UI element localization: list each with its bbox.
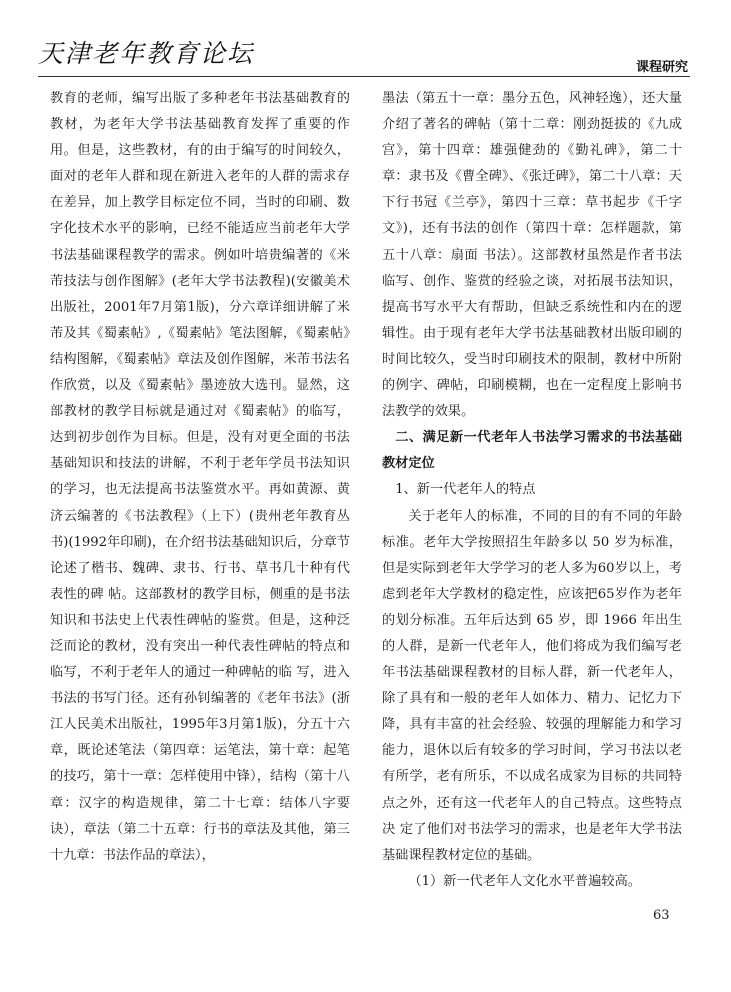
header-rule <box>38 76 690 77</box>
right-column <box>382 86 682 895</box>
section-heading: 二、满足新一代老年人书法学习需求的书法基础教材定位 <box>382 430 682 472</box>
right-paragraph-continued: 墨法（第五十一章：墨分五色，风神轻逸），还大量介绍了著名的碑帖（第十二章：刚劲挺拔的《九成宫》，第十四章：雄强健劲的《勤礼碑》，第二十章：隶书及《曹全碑》、《张迁碑》，第二十八章：天下行书冠《兰亭》，第四十三章：草书起步《千字文》)，还有书法的创作（第四十章：怎样题款，第五十八章：扇面 书法）。这部教材虽然是作者书法临写、创作、鉴赏的经验之谈，对拓展书法知识，提高书写水平大有帮助，但缺乏系统性和内在的逻辑性。由于现有老年大学书法基础教材出版印刷的时间比较久，受当时印刷技术的限制，教材中所附的例字、碑帖，印刷模糊，也在一定程度上影响书法教学的效果。 <box>382 91 682 420</box>
subsection-heading: 1、新一代老年人的特点 <box>395 482 536 498</box>
body-paragraph: 关于老年人的标准，不同的目的有不同的年龄标准。老年大学按照招生年龄多以 50 岁为标准，但是实际到老年大学学习的老人多为60岁以上，考虑到老年大学教材的稳定性，应该把65岁作为老年的划分标准。五年后达到 65 岁，即 1966 年出生的人群，是新一代老年人，他们将成为我们编写老年书法基础课程教材的目标人群，新一代老年人，除了具有和一般的老年人如体力、精力、记忆力下降，具有丰富的社会经验、较强的理解能力和学习能力，退休以后有较多的学习时间，学习书法以老有所学，老有所乐，不以成名成家为目标的共同特点之外，还有这一代老年人的自己特点。这些特点决 定了他们对书法学习的需求，也是老年大学书法基础课程教材定位的基础。 <box>382 508 682 863</box>
page-header <box>38 30 690 78</box>
left-column <box>50 86 350 869</box>
left-paragraph: 教育的老师，编写出版了多种老年书法基础教育的教材，为老年大学书法基础教育发挥了重要的作用。但是，这些教材，有的由于编写的时间较久，面对的老年人群和现在新进入老年的人群的需求存在差异，加上教学目标定位不同，当时的印刷、数字化技术水平的影响，已经不能适应当前老年大学书法基础课程教学的需求。例如叶培贵编著的《米芾技法与创作图解》(老年大学书法教程)(安徽美术出版社，2001年7月第1版)，分六章详细讲解了米芾及其《蜀素帖》,《蜀素帖》笔法图解，《蜀素帖》结构图解，《蜀素帖》章法及创作图解，米芾书法名作欣赏，以及《蜀素帖》墨迹放大选刊。显然，这部教材的教学目标就是通过对《蜀素帖》的临写，达到初步创作为目标。但是，没有对更全面的书法基础知识和技法的讲解，不利于老年学员书法知识的学习，也无法提高书法鉴赏水平。再如黄源、黄济云编著的《书法教程》（上下）(贵州老年教育丛书)(1992年印刷)，在介绍书法基础知识后，分章节论述了楷书、魏碑、隶书、行书、草书几十种有代表性的碑 帖。这部教材的教学目标，侧重的是书法知识和书法史上代表性碑帖的鉴赏。但是，这种泛泛而论的教材，没有突出一种代表性碑帖的特点和临写，不利于老年人的通过一种碑帖的临 写，进入书法的书写门径。还有孙钊编著的《老年书法》(浙江人民美术出版社，1995年3月第1版)，分五十六章，既论述笔法（第四章：运笔法，第十章：起笔的技巧，第十一章：怎样使用中锋），结构（第十八章：汉字的构造规律，第二十七章：结体八字要诀），章法（第二十五章：行书的章法及其他，第三十九章：书法作品的章法）， <box>50 91 350 863</box>
body-paragraph: （1）新一代老年人文化水平普遍较高。 <box>408 873 641 889</box>
page-number: 63 <box>653 908 670 923</box>
section-label: 课程研究 <box>635 60 688 75</box>
journal-masthead: 天津老年教育论坛 <box>38 39 255 68</box>
